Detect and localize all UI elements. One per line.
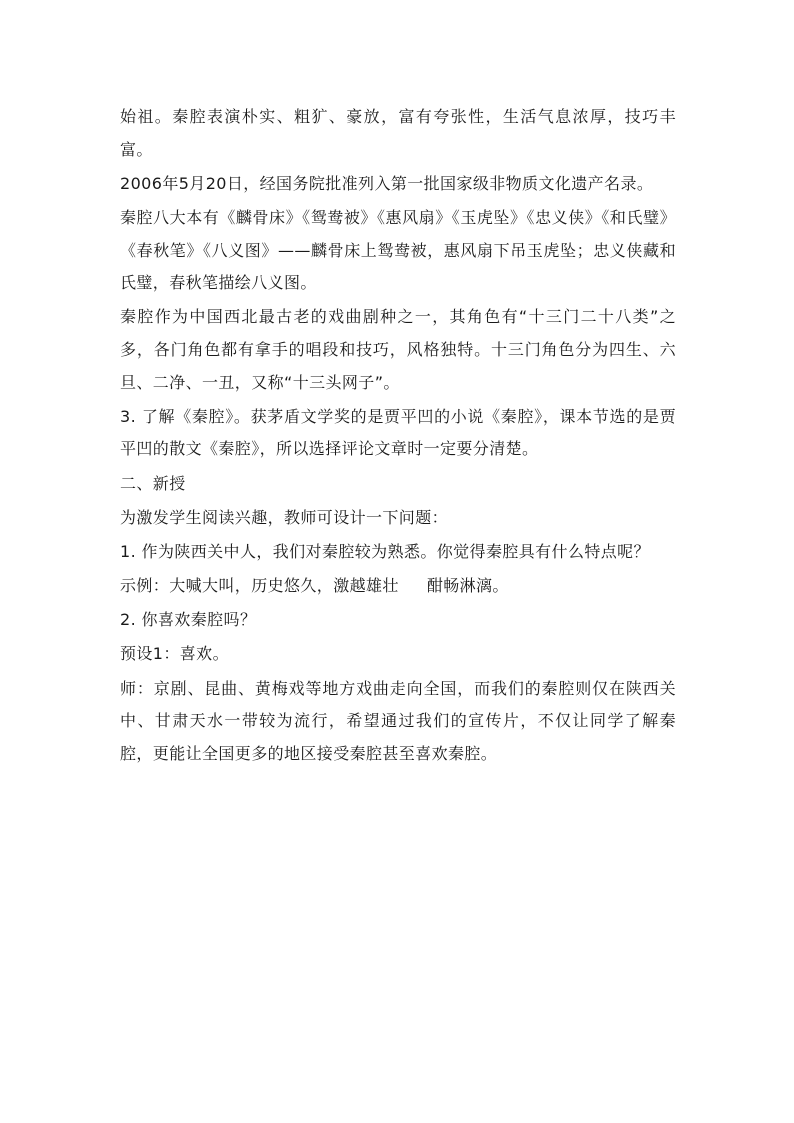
paragraph-roles: 秦腔作为中国西北最古老的戏曲剧种之一，其角色有“十三门二十八类”之多，各门角色都有拿手的唱段和技巧，风格独特。十三门角色分为四生、六旦、二净、一丑，又称“十三头网子”。 [120,307,676,392]
section-heading-new-lesson: 二、新授 [120,473,186,493]
document-body [120,101,676,772]
teacher-remark: 师：京剧、昆曲、黄梅戏等地方戏曲走向全国，而我们的秦腔则仅在陕西关中、甘肃天水一带较为流行，希望通过我们的宣传片，不仅让同学了解秦腔，更能让全国更多的地区接受秦腔甚至喜欢秦腔。 [120,678,676,763]
paragraph-heritage-date: 2006年5月20日，经国务院批准列入第一批国家级非物质文化遗产名录。 [120,173,654,193]
preset-answer-1: 预设1：喜欢。 [120,644,229,664]
paragraph-understand-qinqiang: 3. 了解《秦腔》。获茅盾文学奖的是贾平凹的小说《秦腔》，课本节选的是贾平凹的散文《秦腔》，所以选择评论文章时一定要分清楚。 [120,406,676,459]
example-answer [120,570,676,603]
paragraph-eight-plays: 秦腔八大本有《麟骨床》《鸳鸯被》《惠风扇》《玉虎坠》《忠义侠》《和氏璧》《春秋笔》《八义图》——麟骨床上鸳鸯被，惠风扇下吊玉虎坠；忠义侠藏和氏璧，春秋笔描绘八义图。 [120,207,676,293]
paragraph-questions-intro: 为激发学生阅读兴趣，教师可设计一下问题： [120,507,449,527]
paragraph-origin: 始祖。秦腔表演朴实、粗犷、豪放，富有夸张性，生活气息浓厚，技巧丰富。 [120,107,676,159]
question-2: 2. 你喜欢秦腔吗？ [120,610,257,630]
example-answer-part1: 示例：大喊大叫，历史悠久，激越雄壮 [120,576,399,596]
question-1: 1. 作为陕西关中人，我们对秦腔较为熟悉。你觉得秦腔具有什么特点呢？ [120,541,650,561]
example-answer-part2: 酣畅淋漓。 [426,576,509,596]
